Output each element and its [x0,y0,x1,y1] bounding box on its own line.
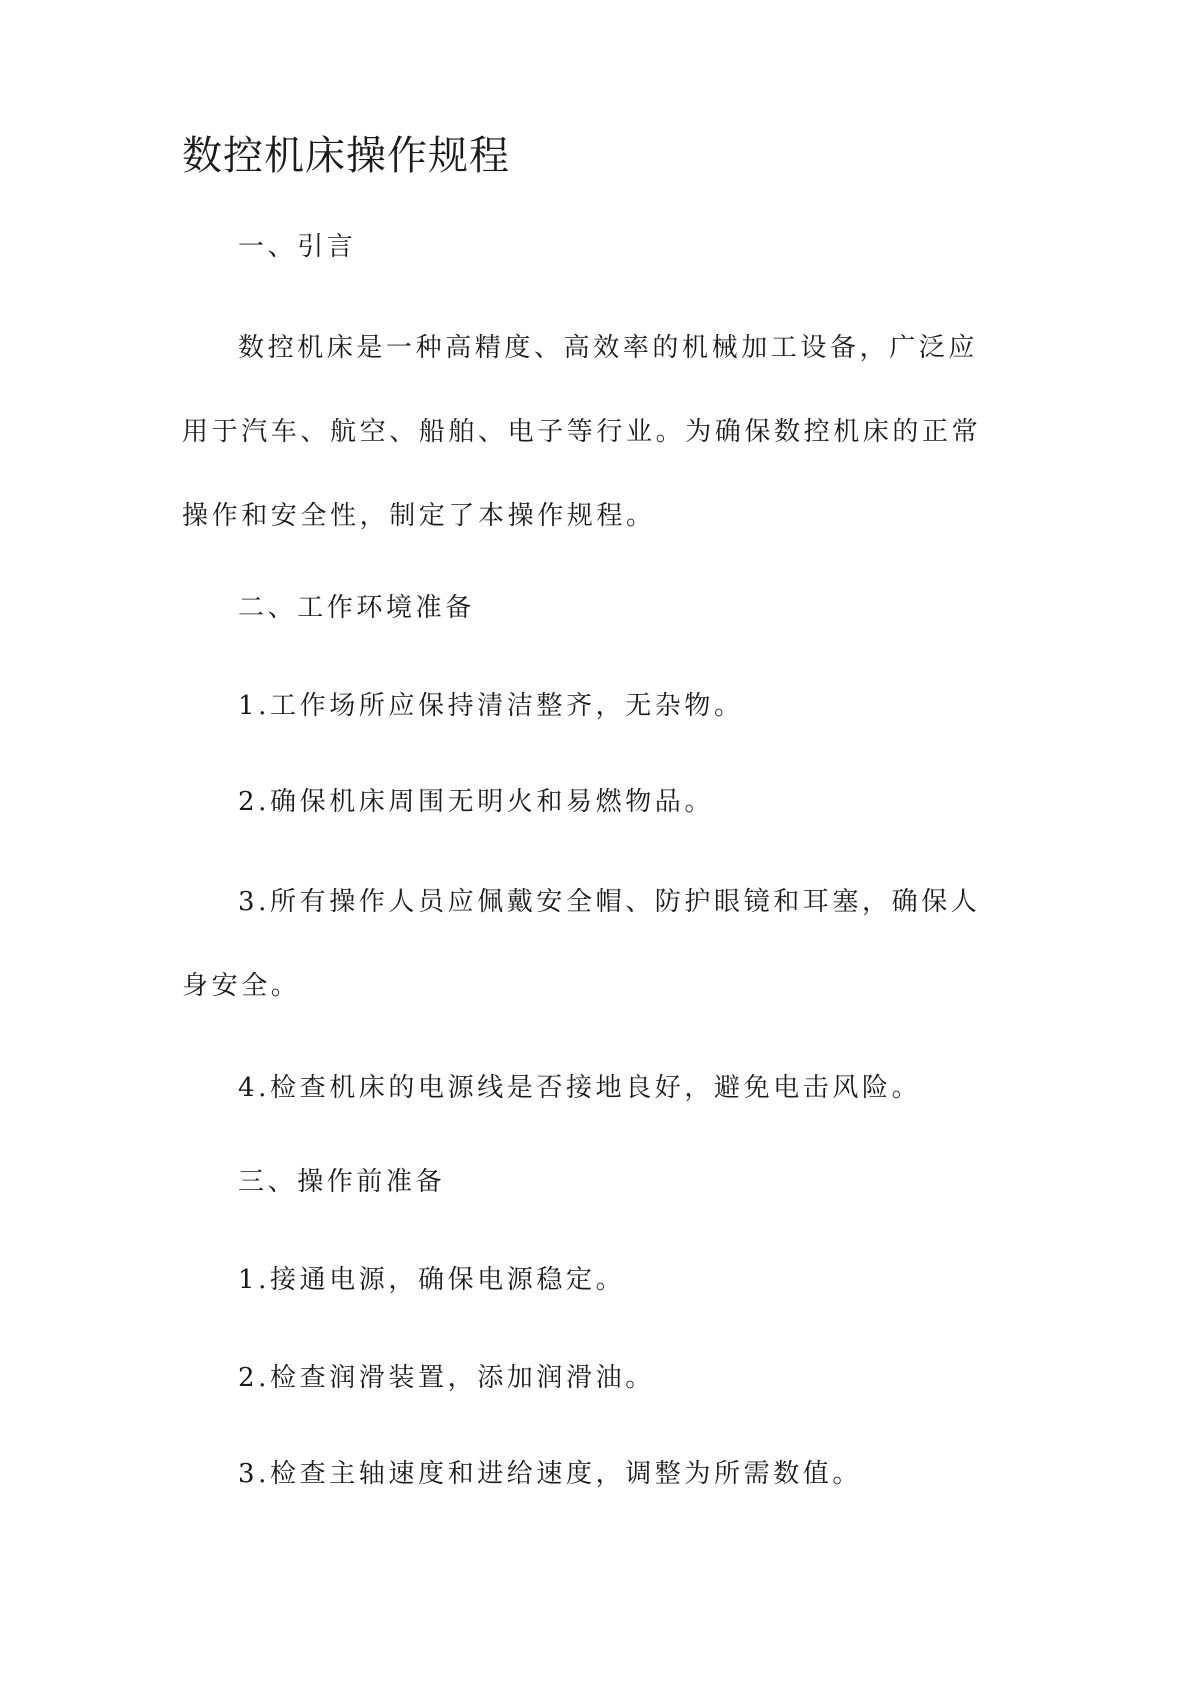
list-item: 2.确保机床周围无明火和易燃物品。 [238,787,715,817]
list-item: 3.检查主轴速度和进给速度，调整为所需数值。 [238,1459,863,1489]
list-item: 2.检查润滑装置，添加润滑油。 [238,1363,655,1393]
list-item: 4.检查机床的电源线是否接地良好，避免电击风险。 [238,1073,922,1103]
section-heading-work-environment: 二、工作环境准备 [238,593,475,623]
section-heading-pre-operation: 三、操作前准备 [238,1167,446,1197]
document-title: 数控机床操作规程 [182,133,510,179]
list-item: 1.接通电源，确保电源稳定。 [238,1265,626,1295]
list-item: 3.所有操作人员应佩戴安全帽、防护眼镜和耳塞，确保人身安全。 [182,887,981,1001]
section-heading-introduction: 一、引言 [238,232,357,262]
list-item: 1.工作场所应保持清洁整齐，无杂物。 [238,691,744,721]
introduction-paragraph: 数控机床是一种高精度、高效率的机械加工设备，广泛应用于汽车、航空、船舶、电子等行业。为确保数控机床的正常操作和安全性，制定了本操作规程。 [182,333,982,531]
